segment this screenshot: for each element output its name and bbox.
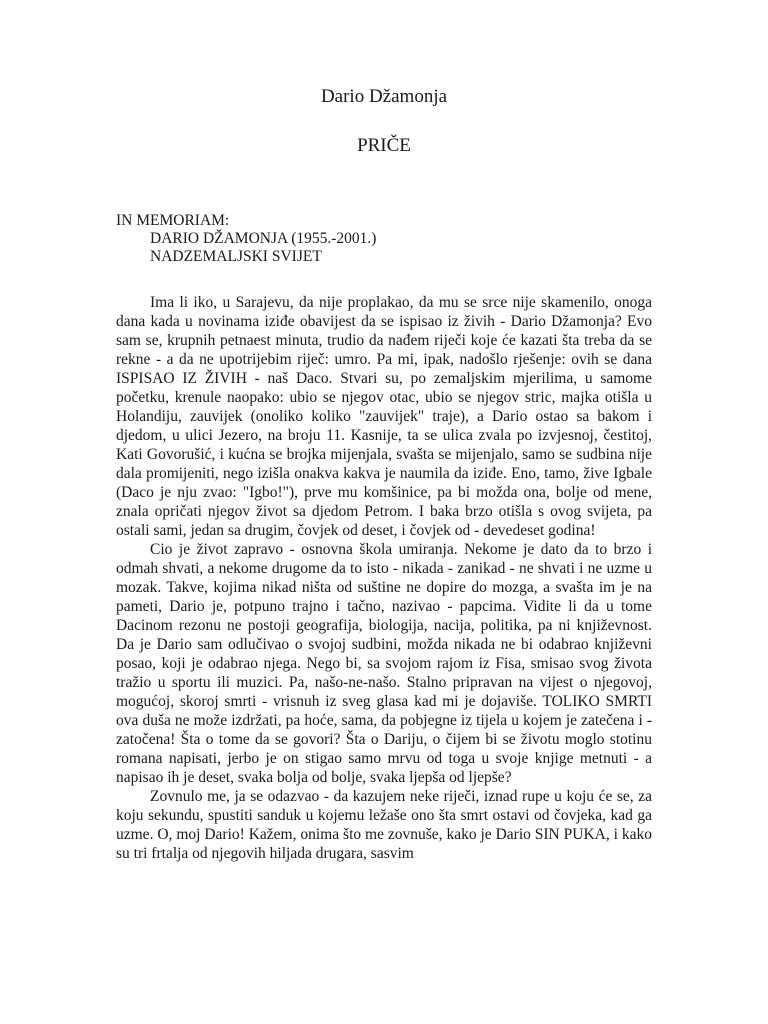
- memoriam-block: [116, 212, 656, 266]
- paragraph-3: Zovnulo me, ja se odazvao - da kazujem neke riječi, iznad rupe u koju će se, za koju sekundu, spustiti sanduk u kojemu ležaše ono šta smrt ostavi od čovjeka, kad ga uzme. O, moj Dario! Kažem, onima što me zovnuše, kako je Dario SIN PUKA, i kako su tri frtalja od njegovih hiljada drugara, sasvim: [116, 788, 652, 862]
- memoriam-label: IN MEMORIAM:: [116, 212, 230, 229]
- memoriam-line-subtitle: NADZEMALJSKI SVIJET: [150, 248, 322, 265]
- memoriam-line-name: DARIO DŽAMONJA (1955.-2001.): [150, 230, 377, 247]
- author-name: Dario Džamonja: [320, 86, 448, 107]
- paragraph-2: Cio je život zapravo - osnovna škola umiranja. Nekome je dato da to brzo i odmah shvati, a nekome drugome da to isto - nikada - zanikad - ne shvati i ne uzme u mozak. Takve, kojima nikad ništa od suštine ne dopire do mozga, a svašta im je na pameti, Dario je, potpuno trajno i tačno, nazivao - papcima. Vidite li da u tome Dacinom rezonu ne postoji geografija, biologija, nacija, politika, pa ni književnost. Da je Dario sam odlučivao o svojoj sudbini, možda nikada ne bi odabrao književni posao, koji je odabrao njega. Nego bi, sa svojom rajom iz Fisa, smisao svog života tražio u sportu ili muzici. Pa, našo-ne-našo. Stalno pripravan na vijest o njegovoj, mogućoj, skoroj smrti - vrisnuh iz sveg glasa kad mi je dojaviše. TOLIKO SMRTI ova duša ne može izdržati, pa hoće, sama, da pobjegne iz tijela u kojem je zatečena i - zatočena! Šta o tome da se govori? Šta o Dariju, o čijem bi se životu moglo stotinu romana napisati, jerbo je on stigao samo mrvu od toga u svoje knjige metnuti - a napisao ih je deset, svaka bolja od bolje, svaka ljepša od ljepše?: [116, 541, 652, 786]
- body-text: [116, 293, 652, 863]
- document-title: PRIČE: [357, 135, 411, 156]
- paragraph-1: Ima li iko, u Sarajevu, da nije proplakao, da mu se srce nije skamenilo, onoga dana kada u novinama iziđe obavijest da se ispisao iz živih - Dario Džamonja? Evo sam se, krupnih petnaest minuta, trudio da nađem riječi koje će kazati šta treba da se rekne - a da ne upotrijebim riječ: umro. Pa mi, ipak, nadošlo rješenje: ovih se dana ISPISAO IZ ŽIVIH - naš Daco. Stvari su, po zemaljskim mjerilima, u samome početku, krenule naopako: ubio se njegov otac, ubio se njegov stric, majka otišla u Holandiju, zauvijek (onoliko koliko "zauvijek" traje), a Dario ostao sa bakom i djedom, u ulici Jezero, na broju 11. Kasnije, ta se ulica zvala po izvjesnoj, čestitoj, Kati Govorušić, i kućna se brojka mijenjala, svašta se mijenjalo, samo se sudbina nije dala promijeniti, nego izišla onakva kakva je naumila da iziđe. Eno, tamo, žive Igbale (Daco je nju zvao: "Igbo!"), prve mu komšinice, pa bi možda ona, bolje od mene, znala opričati njegov život sa djedom Petrom. I baka brzo otišla s ovog svijeta, pa ostali sami, jedan sa drugim, čovjek od deset, i čovjek od - devedeset godina!: [116, 294, 652, 539]
